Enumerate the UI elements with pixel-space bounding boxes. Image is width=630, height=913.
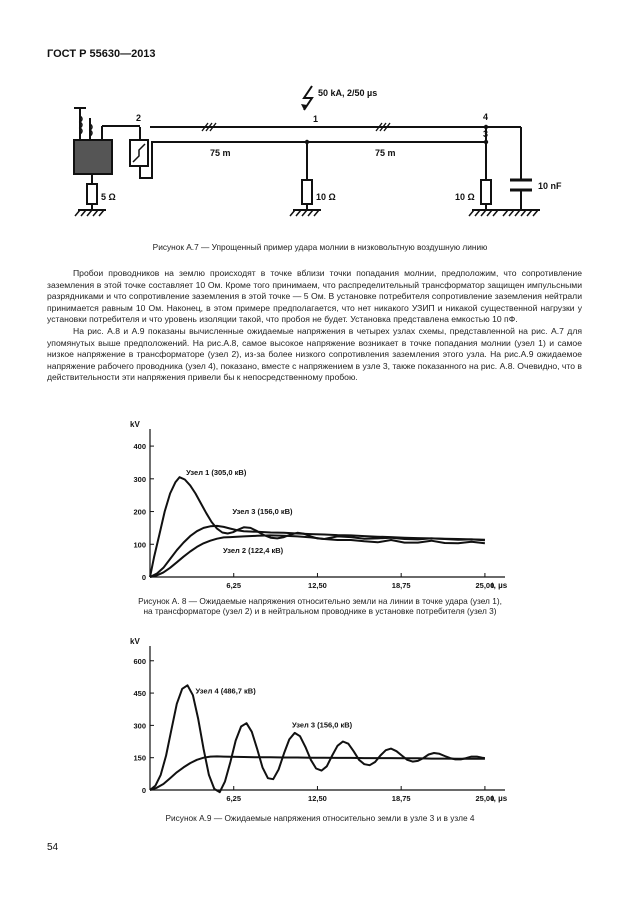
segment-right-label: 75 m [375, 148, 396, 158]
body-text [47, 268, 582, 384]
node-3-label: 3 [483, 129, 489, 139]
figure-a7-caption: Рисунок А.7 — Упрощенный пример удара молнии в низковольтную воздушную линию [152, 242, 488, 252]
series-line [150, 535, 485, 577]
node-4-label: 4 [483, 112, 489, 122]
series-line [150, 685, 485, 792]
ground-icon [75, 210, 540, 216]
series-label: Узел 1 (305,0 кВ) [186, 468, 247, 478]
series-line [150, 477, 485, 577]
capacitor-label: 10 nF [538, 181, 562, 191]
resistor-icon [302, 180, 312, 204]
y-tick-label: 0 [141, 573, 146, 582]
x-tick-label: 6,25 [226, 581, 242, 590]
x-tick-label: 18,75 [391, 794, 411, 803]
document-code: ГОСТ Р 55630—2013 [47, 48, 156, 60]
y-tick-label: 200 [133, 507, 146, 517]
x-tick-label: 6,25 [226, 794, 242, 803]
segment-left-label: 75 m [210, 148, 231, 158]
paragraph: Пробои проводников на землю происходят в точке вблизи точки попадания молнии, предположим, что сопротивление заземления в этой точке составляет 10 Ом. Кроме того принимаем, что распределительный трансформатор защищен импульсными разрядниками и что сопротивление заземления в этой точке — 5 Ом. В установке потребителя сопротивление заземления нейтрали принимается равным 10 Ом. Наконец, в этом примере предполагается, что нет никакого УЗИП и никакой существенной нагрузки у установки потребителя и что уровень изоляции такой, что пробоя не будет. Установка представлена емкостью 10 пФ. [47, 268, 582, 325]
paragraph: На рис. А.8 и А.9 показаны вычисленные ожидаемые напряжения в четырех узлах схемы, представленной на рис. А.7 для упомянутых выше предположений. На рис.А.8, самое высокое напряжение возникает в точке попадания молнии (узел 1) и самое низкое напряжение в трансформаторе (узел 2), из-за более низкого сопротивления заземления этого узла. На рис.А.9 ожидаемое напряжение рабочего проводника (узел 4), показано, вместе с напряжением в узле 3, также показанного на рис. А.8. Очевидно, что в действительности эти напряжения привели бы к непосредственному пробою. [47, 325, 582, 383]
x-tick-label: 12,50 [308, 581, 327, 590]
x-axis-label: t, µs [491, 794, 508, 803]
y-tick-label: 300 [133, 474, 146, 484]
resistor-transformer-label: 5 Ω [101, 192, 116, 202]
capacitor-icon [510, 180, 532, 190]
x-axis-label: t, µs [491, 581, 508, 590]
y-tick-label: 450 [133, 689, 146, 699]
x-tick-label: 25,00 [475, 581, 495, 590]
x-tick-label: 12,50 [308, 794, 327, 803]
x-tick-label: 18,75 [391, 581, 411, 590]
y-tick-label: 600 [133, 656, 146, 666]
y-axis-label: kV [130, 420, 140, 429]
resistor-icon [87, 184, 97, 204]
resistor-consumer-label: 10 Ω [455, 192, 475, 202]
series-label: Узел 4 (486,7 кВ) [195, 686, 256, 696]
figure-a8-caption-line2: на трансформаторе (узел 2) и в нейтральном проводнике в установке потребителя (узел 3) [143, 606, 497, 616]
y-tick-label: 100 [133, 540, 146, 550]
chart-axes [130, 420, 508, 590]
y-tick-label: 0 [141, 786, 146, 795]
x-tick-label: 25,00 [475, 794, 495, 803]
y-tick-label: 400 [133, 442, 146, 452]
y-axis-label: kV [130, 637, 140, 646]
y-tick-label: 150 [133, 753, 146, 763]
series-line [150, 526, 485, 577]
resistor-icon [481, 180, 491, 204]
node-1-label: 1 [313, 114, 319, 124]
resistor-mid-label: 10 Ω [316, 192, 336, 202]
figure-a9-caption: Рисунок А.9 — Ожидаемые напряжения относительно земли в узле 3 и в узле 4 [165, 813, 475, 823]
transformer-box [74, 140, 112, 174]
chart-figure-a8 [120, 420, 520, 590]
circuit-diagram [60, 80, 560, 240]
source-label: 50 kA, 2/50 µs [318, 88, 378, 98]
chart-figure-a9 [120, 637, 520, 810]
series-label: Узел 3 (156,0 кВ) [232, 506, 293, 516]
figure-a8-caption [40, 596, 600, 616]
y-tick-label: 300 [133, 721, 146, 731]
node-2-label: 2 [136, 113, 142, 123]
page-number: 54 [47, 842, 59, 853]
figure-a8-caption-line1: Рисунок А. 8 — Ожидаемые напряжения относительно земли на линии в точке удара (узел 1), [138, 596, 502, 606]
series-label: Узел 3 (156,0 кВ) [291, 720, 353, 730]
series-label: Узел 2 (122,4 кВ) [222, 546, 284, 556]
series-line [150, 756, 485, 790]
